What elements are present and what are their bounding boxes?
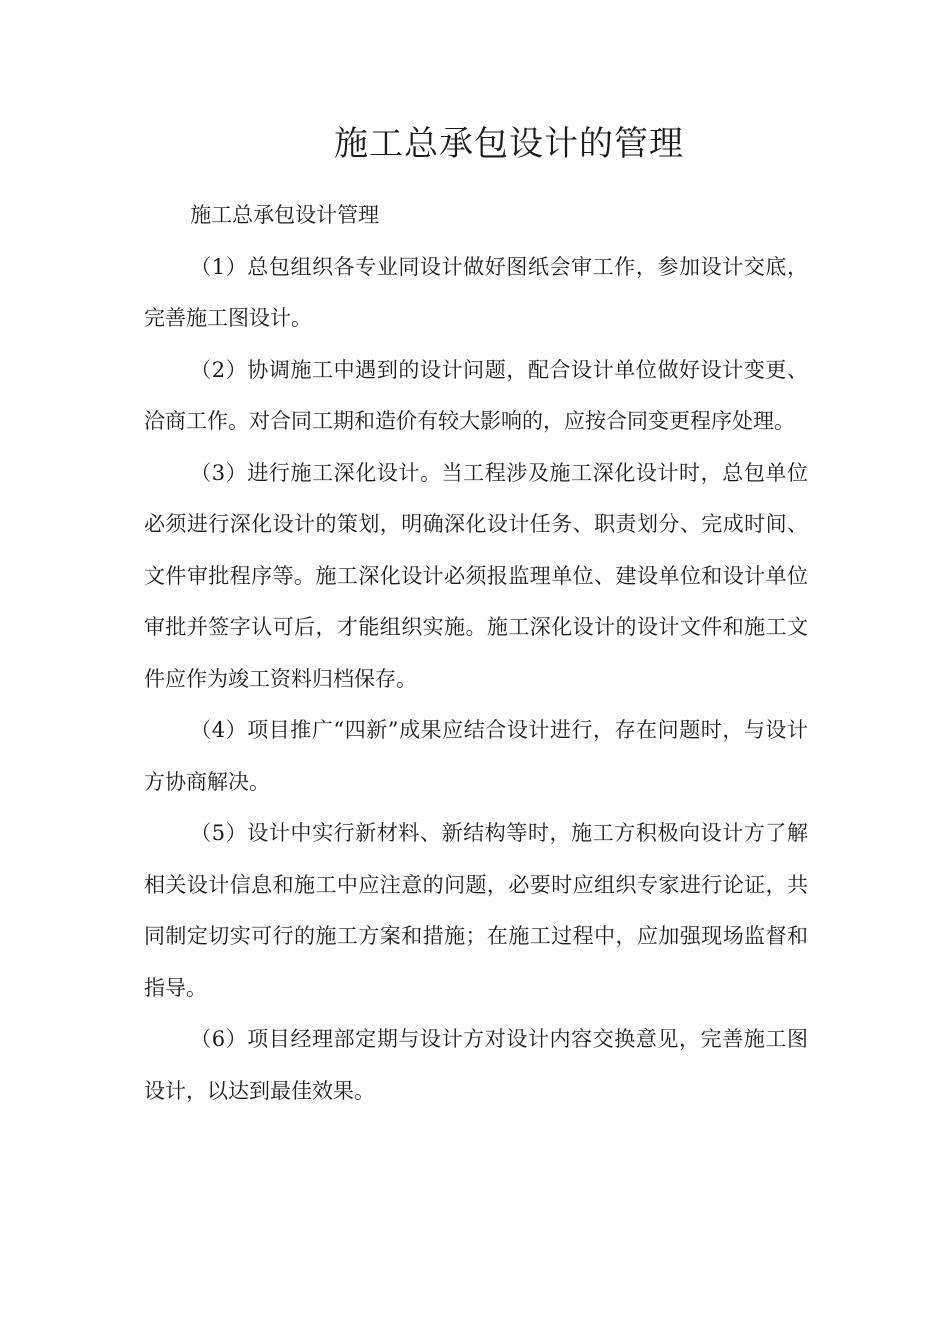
document-title: 施工总承包设计的管理: [334, 124, 684, 164]
paragraph-5: （5）设计中实行新材料、新结构等时，施工方积极向设计方了解相关设计信息和施工中应注意的问题，必要时应组织专家进行论证，共同制定切实可行的施工方案和措施；在施工过程中，应加强现场监督和指导。: [144, 821, 808, 1000]
paragraph-1: （1）总包组织各专业同设计做好图纸会审工作，参加设计交底，完善施工图设计。: [144, 254, 808, 330]
section-heading: 施工总承包设计管理: [190, 203, 380, 227]
paragraph-2: （2）协调施工中遇到的设计问题，配合设计单位做好设计变更、洽商工作。对合同工期和造价有较大影响的，应按合同变更程序处理。: [144, 357, 808, 433]
paragraph-6: （6）项目经理部定期与设计方对设计内容交换意见，完善施工图设计，以达到最佳效果。: [144, 1027, 808, 1103]
document-body: [144, 190, 808, 1117]
paragraph-3: （3）进行施工深化设计。当工程涉及施工深化设计时，总包单位必须进行深化设计的策划，明确深化设计任务、职责划分、完成时间、文件审批程序等。施工深化设计必须报监理单位、建设单位和设计单位审批并签字认可后，才能组织实施。施工深化设计的设计文件和施工文件应作为竣工资料归档保存。: [144, 460, 808, 691]
paragraph-4: （4）项目推广“四新”成果应结合设计进行，存在问题时，与设计方协商解决。: [144, 718, 808, 794]
